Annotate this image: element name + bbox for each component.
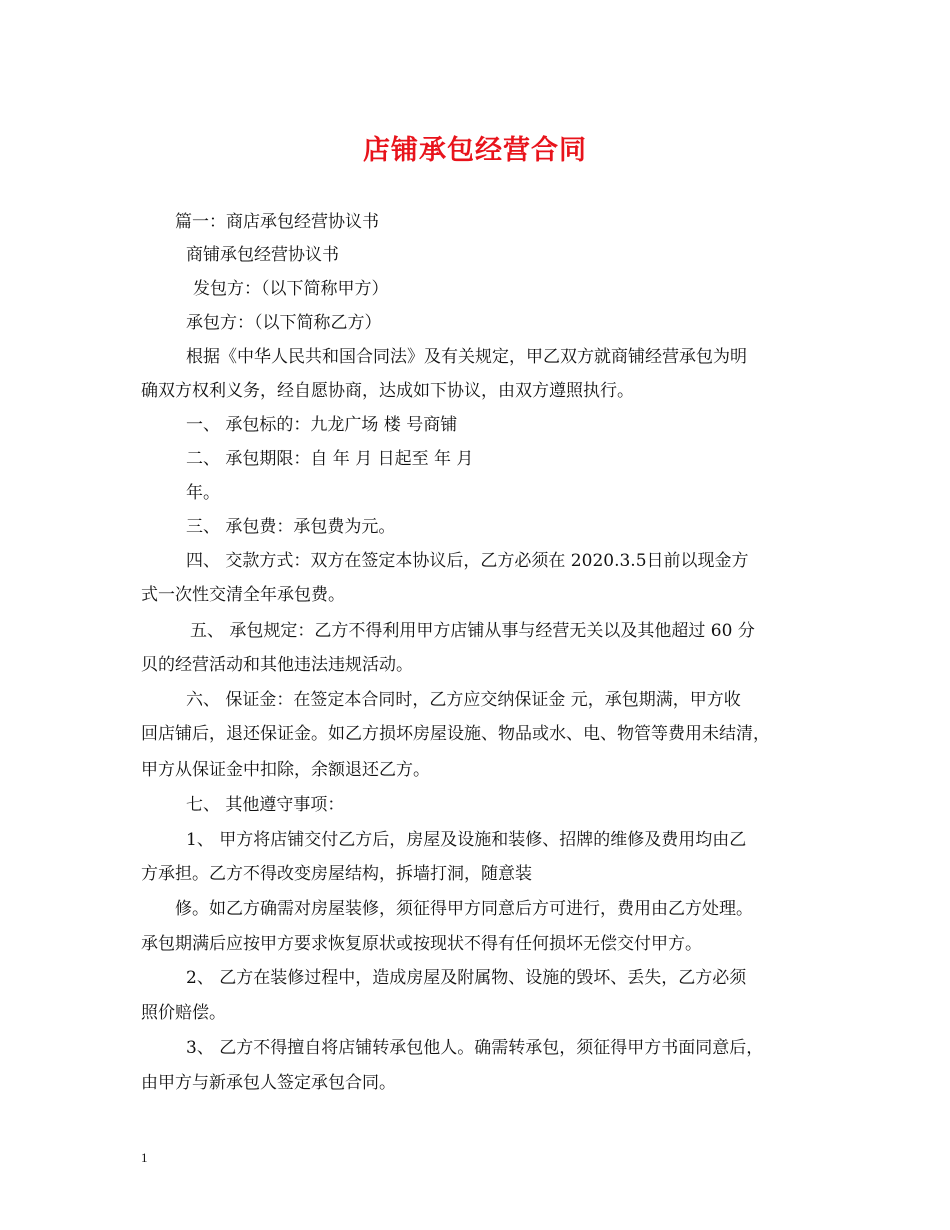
clause-5-continuation: 贝的经营活动和其他违法违规活动。 (141, 655, 413, 675)
item-1-line: 1、 甲方将店铺交付乙方后，房屋及设施和装修、招牌的维修及费用均由乙 (186, 830, 747, 850)
document-title: 店铺承包经营合同 (363, 135, 587, 166)
sub-heading: 商铺承包经营协议书 (186, 245, 339, 265)
paragraph-line: 根据《中华人民共和国合同法》及有关规定，甲乙双方就商铺经营承包为明 (186, 347, 747, 367)
section-heading: 篇一：商店承包经营协议书 (175, 212, 379, 232)
item-2-continuation: 照价赔偿。 (141, 1003, 226, 1023)
clause-4-continuation: 式一次性交清全年承包费。 (141, 585, 345, 605)
item-2-line: 2、 乙方在装修过程中，造成房屋及附属物、设施的毁坏、丢失，乙方必须 (186, 968, 747, 988)
clause-6-continuation: 回店铺后，退还保证金。如乙方损坏房屋设施、物品或水、电、物管等费用未结清， (141, 724, 770, 744)
paragraph-line: 确双方权利义务，经自愿协商，达成如下协议，由双方遵照执行。 (141, 381, 634, 401)
clause-7-heading: 七、 其他遵守事项： (186, 795, 345, 815)
clause-2-line: 二、 承包期限：自 年 月 日起至 年 月 (186, 449, 474, 469)
item-1-continuation: 承包期满后应按甲方要求恢复原状或按现状不得有任何损坏无偿交付甲方。 (141, 934, 702, 954)
item-3-continuation: 由甲方与新承包人签定承包合同。 (141, 1073, 396, 1093)
clause-6-line: 六、 保证金：在签定本合同时，乙方应交纳保证金 元，承包期满，甲方收 (186, 690, 741, 710)
party-a-line: 发包方：（以下简称甲方） (193, 279, 389, 299)
party-b-line: 承包方：（以下简称乙方） (186, 313, 382, 333)
page-number: 1 (141, 1150, 148, 1165)
clause-5-line: 五、 承包规定：乙方不得利用甲方店铺从事与经营无关以及其他超过 60 分 (190, 621, 755, 641)
clause-3-line: 三、 承包费：承包费为元。 (186, 517, 396, 537)
clause-6-continuation: 甲方从保证金中扣除，余额退还乙方。 (141, 760, 430, 780)
clause-4-line: 四、 交款方式：双方在签定本协议后，乙方必须在 2020.3.5日前以现金方 (186, 551, 749, 571)
item-3-line: 3、 乙方不得擅自将店铺转承包他人。确需转承包，须征得甲方书面同意后， (186, 1038, 764, 1058)
clause-1-line: 一、 承包标的：九龙广场 楼 号商铺 (186, 415, 458, 435)
item-1-continuation: 方承担。乙方不得改变房屋结构，拆墙打洞，随意装 (141, 864, 532, 884)
item-1-continuation: 修。如乙方确需对房屋装修，须征得甲方同意后方可进行，费用由乙方处理。 (175, 899, 753, 919)
clause-2-continuation: 年。 (186, 483, 220, 503)
